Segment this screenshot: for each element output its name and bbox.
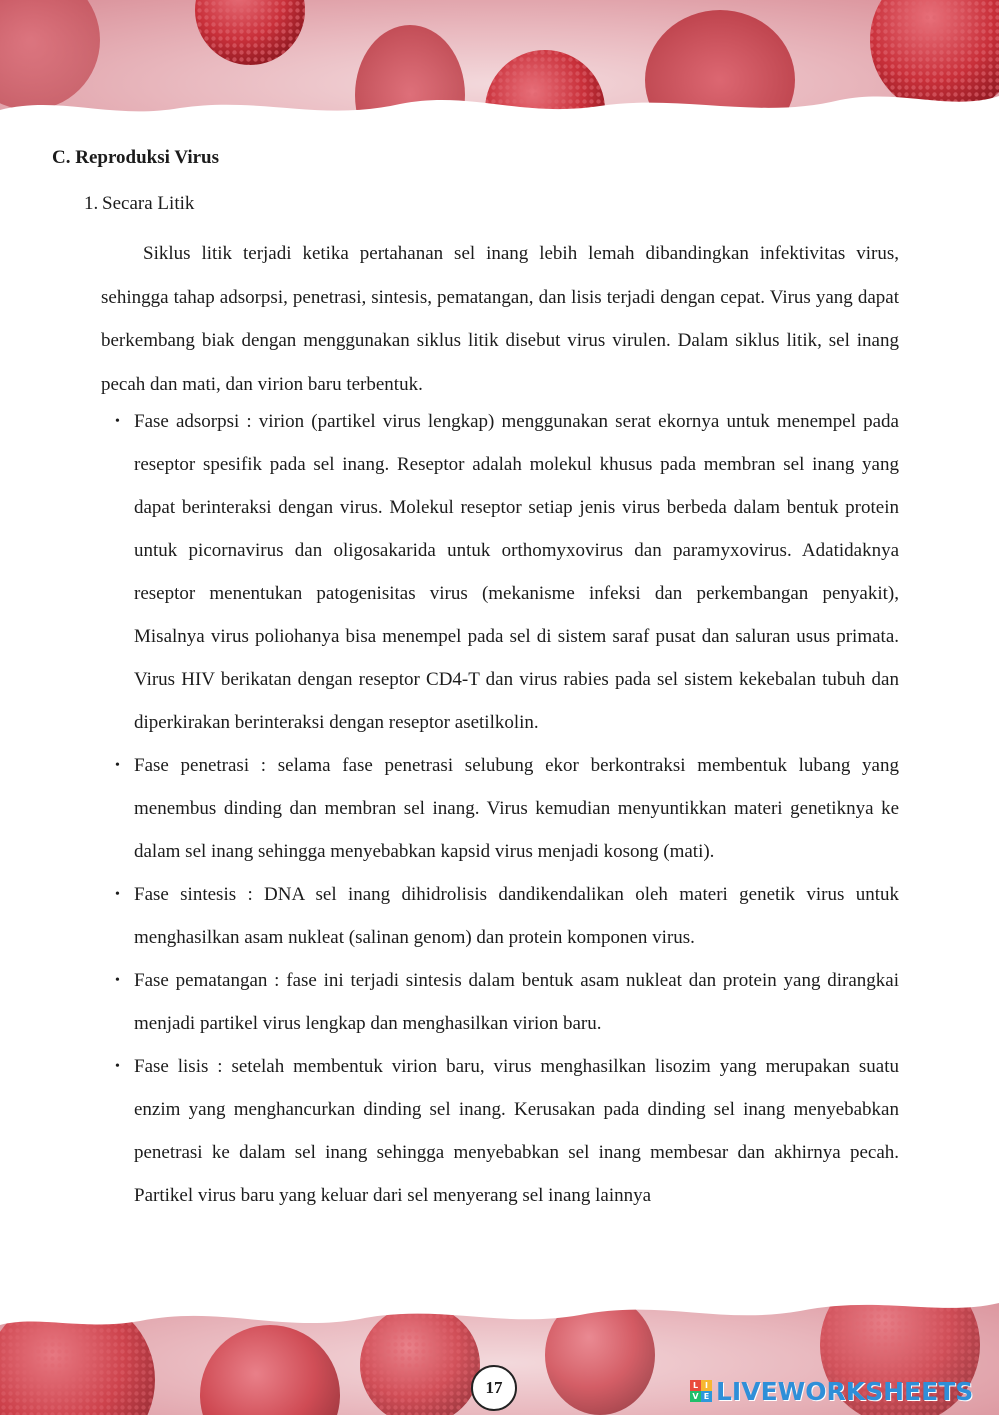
phase-text: Fase adsorpsi : virion (partikel virus lengkap) menggunakan serat ekornya untuk menempel pada reseptor spesifik pada sel inang. Reseptor adalah molekul khusus pada membran sel inang yang dapat berinteraksi dengan virus. Molekul reseptor setiap jenis virus berbeda dalam bentuk protein untuk picornavirus dan oligosakarida untuk orthomyxovirus dan paramyxovirus. Adatidaknya reseptor menentukan patogenisitas virus (mekanisme infeksi dan perkembangan penyakit), Misalnya virus poliohanya bisa menempel pada sel di sistem saraf pusat dan saluran usus primata. Virus HIV berikatan dengan reseptor CD4-T dan virus rabies pada sel sistem kekebalan tubuh dan diperkirakan berinteraksi dengan reseptor asetilkolin. bbox=[134, 411, 899, 733]
bullet-icon: • bbox=[115, 758, 120, 773]
list-item bbox=[115, 959, 899, 1045]
phase-list bbox=[115, 400, 899, 1217]
list-item bbox=[115, 1045, 899, 1217]
phase-text: Fase penetrasi : selama fase penetrasi selubung ekor berkontraksi membentuk lubang yang menembus dinding dan membran sel inang. Virus kemudian menyuntikkan materi genetiknya ke dalam sel inang sehingga menyebabkan kapsid virus menjadi kosong (mati). bbox=[134, 755, 899, 862]
phase-text: Fase lisis : setelah membentuk virion baru, virus menghasilkan lisozim yang merupakan suatu enzim yang menghancurkan dinding sel inang. Kerusakan pada dinding sel inang menyebabkan penetrasi ke dalam sel inang sehingga menyebabkan sel inang membesar dan akhirnya pecah. Partikel virus baru yang keluar dari sel menyerang sel inang lainnya bbox=[134, 1056, 899, 1206]
liveworksheets-text: LIVEWORKSHEETS bbox=[716, 1376, 974, 1406]
intro-paragraph: Siklus litik terjadi ketika pertahanan sel inang lebih lemah dibandingkan infektivitas virus, sehingga tahap adsorpsi, penetrasi, sintesis, pematangan, dan lisis terjadi dengan cepat. Virus yang dapat berkembang biak dengan menggunakan siklus litik disebut virus virulen. Dalam siklus litik, sel inang pecah dan mati, dan virion baru terbentuk. bbox=[101, 243, 899, 395]
list-item bbox=[115, 400, 899, 744]
list-item bbox=[115, 744, 899, 873]
bullet-icon: • bbox=[115, 973, 120, 988]
bullet-icon: • bbox=[115, 1059, 120, 1074]
phase-text: Fase pematangan : fase ini terjadi sintesis dalam bentuk asam nukleat dan protein yang dirangkai menjadi partikel virus lengkap dan menghasilkan virion baru. bbox=[134, 970, 899, 1034]
list-item bbox=[115, 873, 899, 959]
liveworksheets-mark-icon: L I V E bbox=[690, 1380, 712, 1402]
liveworksheets-logo[interactable] bbox=[690, 1376, 973, 1406]
phase-text: Fase sintesis : DNA sel inang dihidrolisis dandikendalikan oleh materi genetik virus untuk menghasilkan asam nukleat (salinan genom) dan protein komponen virus. bbox=[134, 884, 899, 948]
subsection-title: 1. Secara Litik bbox=[84, 193, 195, 214]
page-number: 17 bbox=[471, 1365, 517, 1411]
bullet-icon: • bbox=[115, 414, 120, 429]
bullet-icon: • bbox=[115, 887, 120, 902]
section-title: C. Reproduksi Virus bbox=[52, 147, 220, 168]
